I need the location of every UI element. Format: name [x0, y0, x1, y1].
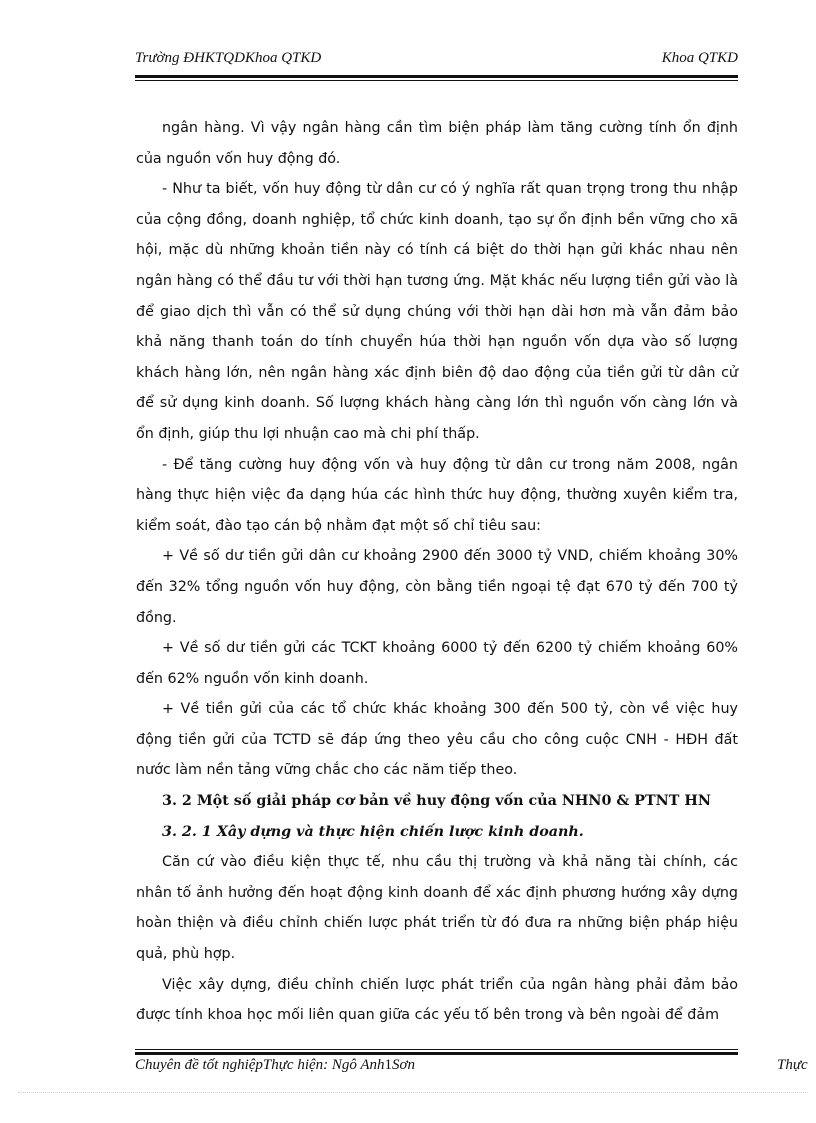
footer-author-text: Chuyên đề tốt nghiệpThực hiện: Ngô Anh: [135, 1057, 385, 1073]
header-school: Trường ĐHKTQDKhoa QTKD: [135, 50, 322, 66]
footer-rule: [135, 1052, 738, 1055]
paragraph-mobilization-targets: - Để tăng cường huy động vốn và huy động từ dân cư trong năm 2008, ngân hàng thực hiện việc đa dạng húa các hình thức huy động, thường xuyên kiểm tra, kiểm soát, đào tạo cán bộ nhằm đạt một số chỉ tiêu sau:: [136, 456, 738, 534]
page-header: [135, 50, 738, 72]
body-text: [136, 113, 738, 1031]
paragraph-target-household: + Về số dư tiền gửi dân cư khoảng 2900 đến 3000 tỷ VND, chiếm khoảng 30% đến 32% tổng nguồn vốn huy động, còn bằng tiền ngoại tệ đạt 670 tỷ đến 700 tỷ đồng.: [136, 548, 738, 626]
footer-author: [135, 1057, 415, 1074]
footer-author-tail: Sơn: [392, 1057, 416, 1073]
footer-rule-thin: [135, 1049, 738, 1050]
paragraph-continuation: ngân hàng. Vì vậy ngân hàng cần tìm biện pháp làm tăng cường tính ổn định của nguồn vốn huy động đó.: [136, 120, 738, 167]
footer-right-text: Thực: [777, 1057, 808, 1073]
header-department: Khoa QTKD: [661, 50, 738, 66]
page-edge: [18, 1092, 808, 1093]
page-number: 1: [384, 1057, 393, 1073]
paragraph-household-deposits: - Như ta biết, vốn huy động từ dân cư có ý nghĩa rất quan trọng trong thu nhập của cộng đồng, doanh nghiệp, tổ chức kinh doanh, tạo sự ổn định bền vững cho xã hội, mặc dù những khoản tiền này có tính cá biệt do thời hạn gửi khác nhau nên ngân hàng có thể đầu tư với thời hạn tương ứng. Mặt khác nếu lượng tiền gửi vào là để giao dịch thì vẫn có thể sử dụng chúng với thời hạn dài hơn mà vẫn đảm bảo khả năng thanh toán do tính chuyển húa thời hạn nguồn vốn dựa vào số lượng khách hàng lớn, nên ngân hàng xác định biên độ dao động của tiền gửi từ dân cử để sử dụng kinh doanh. Số lượng khách hàng càng lớn thì nguồn vốn càng lớn và ổn định, giúp thu lợi nhuận cao mà chi phí thấp.: [136, 181, 738, 442]
paragraph-strategy-building: Việc xây dựng, điều chỉnh chiến lược phát triển của ngân hàng phải đảm bảo được tính khoa học mối liên quan giữa các yếu tố bên trong và bên ngoài để đảm: [136, 976, 738, 1024]
subsection-heading: 3. 2. 1 Xây dựng và thực hiện chiến lược kinh doanh.: [162, 823, 584, 840]
paragraph-target-tckt: + Về số dư tiền gửi các TCKT khoảng 6000 tỷ đến 6200 tỷ chiếm khoảng 60% đến 62% nguồn vốn kinh doanh.: [136, 640, 738, 687]
paragraph-target-other: + Về tiền gửi của các tổ chức khác khoảng 300 đến 500 tỷ, còn về việc huy động tiền gửi của TCTD sẽ đáp ứng theo yêu cầu cho công cuộc CNH - HĐH đất nước làm nền tảng vững chắc cho các năm tiếp theo.: [136, 701, 738, 779]
header-rule-thin: [135, 80, 738, 81]
header-rule: [135, 75, 738, 78]
page-footer: [135, 1057, 816, 1079]
paragraph-strategy-basis: Căn cứ vào điều kiện thực tế, nhu cầu thị trường và khả năng tài chính, các nhân tố ảnh hưởng đến hoạt động kinh doanh để xác định phương hướng xây dựng hoàn thiện và điều chỉnh chiến lược phát triển từ đó đưa ra những biện pháp hiệu quả, phù hợp.: [136, 854, 738, 963]
section-heading: 3. 2 Một số giải pháp cơ bản về huy động vốn của NHN0 & PTNT HN: [162, 793, 711, 810]
